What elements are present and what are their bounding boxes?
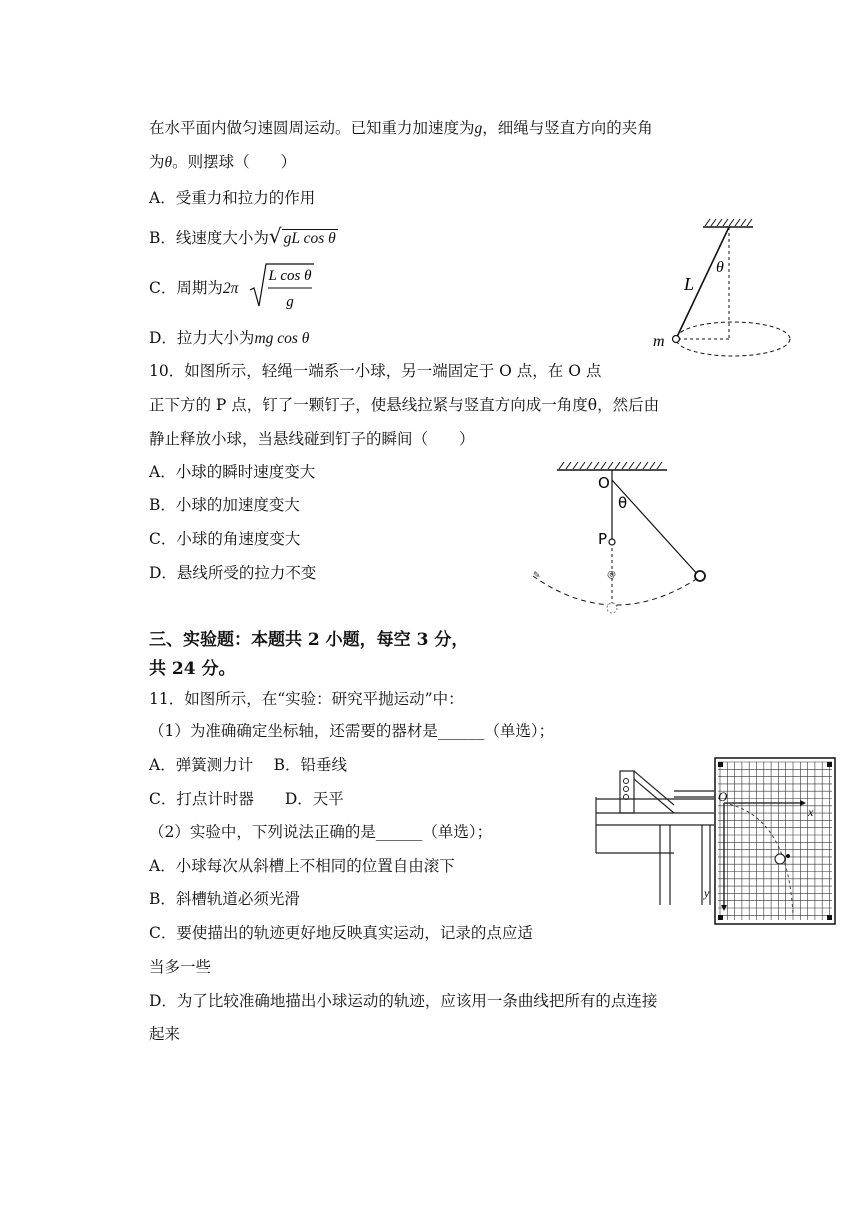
q10-stem-line3: 静止释放小球，当悬线碰到钉子的瞬间（ ） xyxy=(149,430,475,448)
q11-stem: 11．如图所示，在“实验：研究平抛运动”中： xyxy=(149,690,464,708)
q10-option-a: A．小球的瞬时速度变大 xyxy=(149,463,316,481)
fig-label-m: m xyxy=(653,333,665,350)
svg-text:✎: ✎ xyxy=(533,571,541,581)
q9-stem-line1: 在水平面内做匀速圆周运动。已知重力加速度为g，细绳与竖直方向的夹角 xyxy=(149,119,653,137)
q11-part2-option-d-line1: D．为了比较准确地描出小球运动的轨迹，应该用一条曲线把所有的点连接 xyxy=(149,992,658,1010)
fig-label-O: O xyxy=(598,474,610,492)
q11-part2-option-c-line2: 当多一些 xyxy=(149,958,212,976)
q11-part1-options-ab: A．弹簧测力计 B．铅垂线 xyxy=(149,756,348,774)
fig-label-y: y xyxy=(704,886,710,900)
fig-label-theta-2: θ xyxy=(618,494,628,512)
svg-text:@: @ xyxy=(607,570,616,580)
q9-option-c-radical xyxy=(248,262,328,314)
fig-label-L: L xyxy=(684,274,695,294)
q11-part1-options-cd: C．打点计时器 D．天平 xyxy=(149,790,344,808)
q11-part2-option-d-line2: 起来 xyxy=(149,1025,181,1043)
q11-part2-option-b: B．斜槽轨道必须光滑 xyxy=(149,890,300,908)
q9-option-d: D．拉力大小为mg cos θ xyxy=(149,329,310,347)
q10-stem-line2: 正下方的 P 点，钉了一颗钉子，使悬线拉紧与竖直方向成一角度θ，然后由 xyxy=(149,396,660,414)
q11-part2-option-c-line1: C．要使描出的轨迹更好地反映真实运动，记录的点应适 xyxy=(149,924,533,942)
section3-heading-line1: 三、实验题：本题共 2 小题，每空 3 分， xyxy=(149,630,469,650)
q9-option-c-numerator: L cos θ xyxy=(268,268,312,284)
q9-option-c-denominator: g xyxy=(286,294,294,310)
q9-stem-line2: 为θ。则摆球（ ） xyxy=(149,153,297,171)
q9-option-a: A．受重力和拉力的作用 xyxy=(149,189,316,207)
q10-option-d: D．悬线所受的拉力不变 xyxy=(149,564,317,582)
fig-label-P: P xyxy=(598,530,608,548)
q9-option-c: C．周期为2π xyxy=(149,279,239,297)
q11-part2-option-a: A．小球每次从斜槽上不相同的位置自由滚下 xyxy=(149,857,455,875)
section3-heading-line2: 共 24 分。 xyxy=(149,659,236,679)
projectile-apparatus-figure xyxy=(590,755,840,930)
q9-option-b-radicand: gL cos θ xyxy=(283,230,336,247)
q9-option-b: B．线速度大小为√ gL cos θ xyxy=(149,224,336,248)
fig-label-origin: O xyxy=(718,789,728,804)
q10-option-c: C．小球的角速度变大 xyxy=(149,530,301,548)
fig-label-theta: θ xyxy=(716,259,724,276)
q10-option-b: B．小球的加速度变大 xyxy=(149,496,300,514)
conical-pendulum-figure xyxy=(645,215,795,365)
q10-stem-line1: 10．如图所示，轻绳一端系一小球，另一端固定于 O 点，在 O 点 xyxy=(149,362,602,380)
q11-part2: （2）实验中，下列说法正确的是______（单选）； xyxy=(149,823,493,841)
pendulum-nail-figure xyxy=(525,458,725,618)
q11-part1: （1）为准确确定坐标轴，还需要的器材是______（单选）； xyxy=(149,722,555,740)
fig-label-x: x xyxy=(808,805,814,819)
